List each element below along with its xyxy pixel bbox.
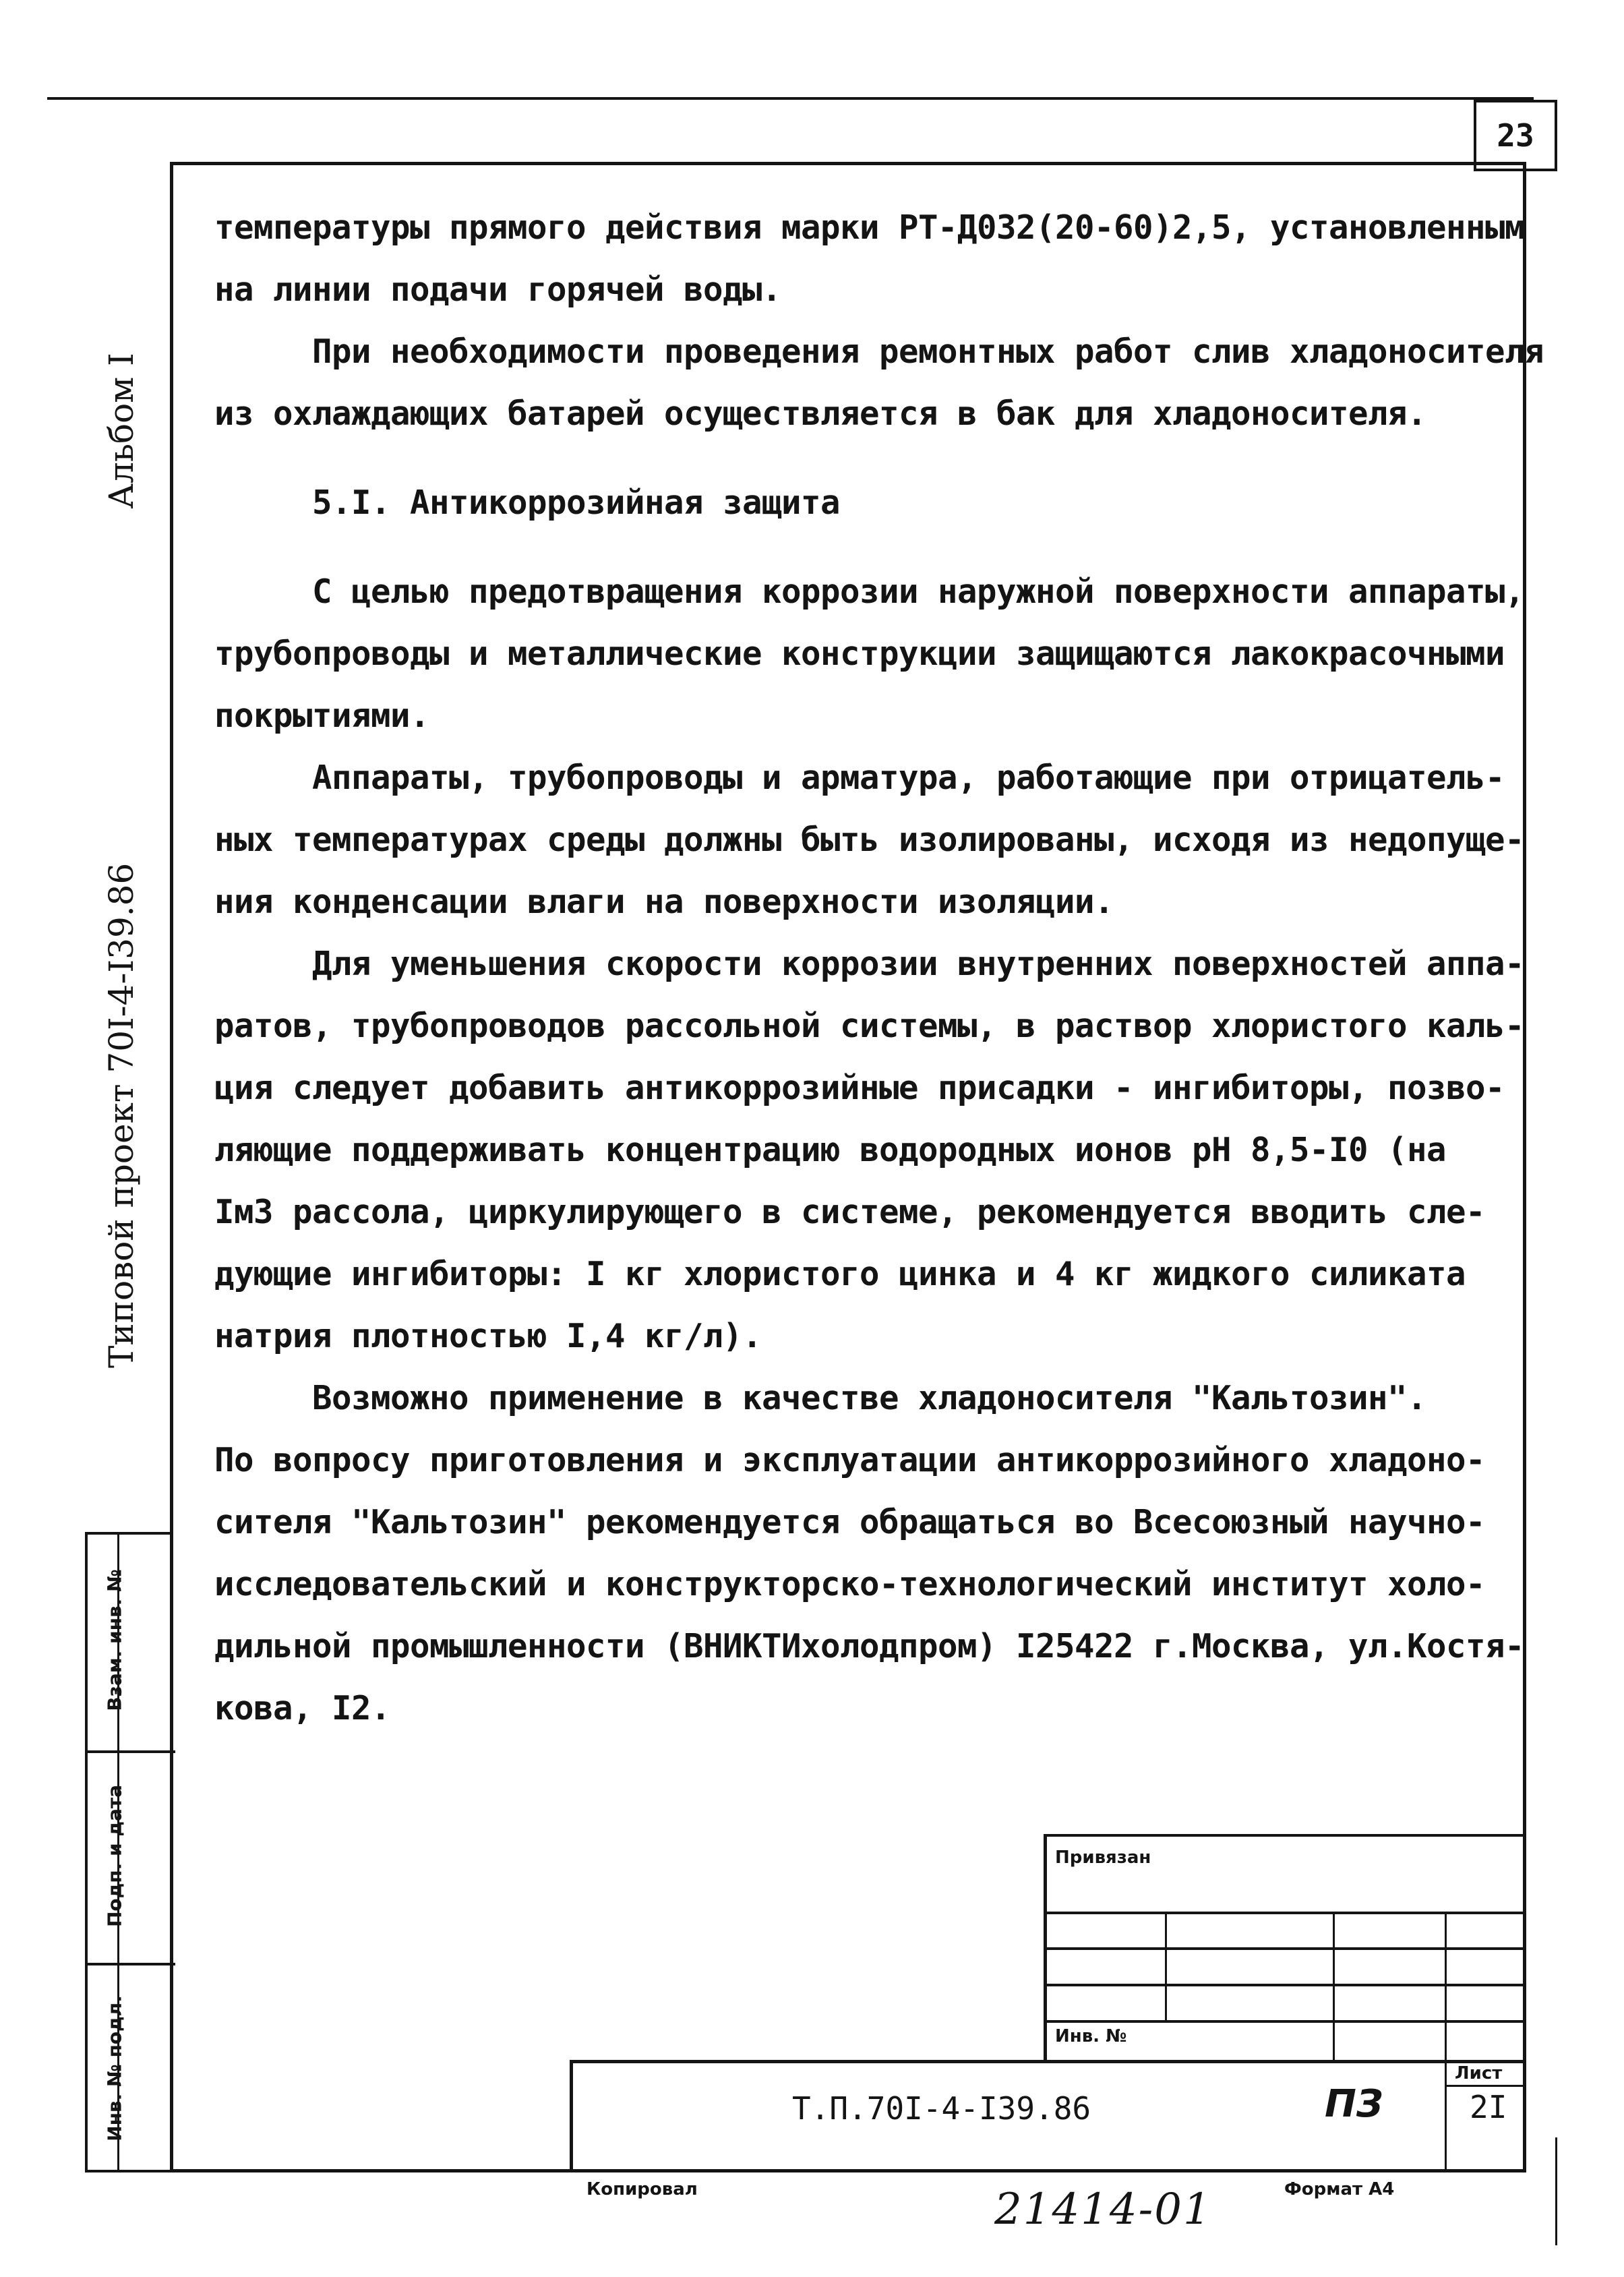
text-line: дующие ингибиторы: I кг хлористого цинка и 4 кг жидкого силиката xyxy=(214,1255,1466,1293)
document-type: ПЗ xyxy=(1325,2082,1383,2126)
text-line: Для уменьшения скорости коррозии внутренних поверхностей аппа- xyxy=(312,945,1525,983)
page-number: 23 xyxy=(1474,100,1557,171)
replacement-inv-label: Взам. инв. № xyxy=(103,1569,126,1711)
project-caption: Типовой проект 70I-4-I39.86 xyxy=(102,862,141,1368)
sheet-label: Лист xyxy=(1455,2063,1503,2083)
document-body xyxy=(214,197,1544,1740)
sheet-number: 2I xyxy=(1470,2089,1507,2125)
text-line: исследовательский и конструкторско-технологический институт холо- xyxy=(214,1565,1486,1603)
text-line: трубопроводы и металлические конструкции защищаются лакокрасочными xyxy=(214,634,1505,673)
text-line: на линии подачи горячей воды. xyxy=(214,270,782,309)
text-line: дильной промышленности (ВНИКТИхолодпром) I25422 г.Москва, ул.Костя- xyxy=(214,1627,1525,1665)
text-line: Возможно применение в качестве хладоносителя "Кальтозин". xyxy=(312,1379,1427,1417)
attached-label: Привязан xyxy=(1055,1847,1151,1868)
copied-label: Копировал xyxy=(587,2179,698,2199)
side-stamp-divider xyxy=(88,1750,175,1753)
album-caption: Альбом I xyxy=(102,353,141,509)
text-line: натрия плотностью I,4 кг/л). xyxy=(214,1317,762,1355)
text-line: IмЗ рассола, циркулирующего в системе, рекомендуется вводить сле- xyxy=(214,1193,1486,1231)
text-line: ных температурах среды должны быть изолированы, исходя из недопуще- xyxy=(214,821,1525,859)
text-line: С целью предотвращения коррозии наружной поверхности аппараты, xyxy=(312,572,1525,611)
side-stamp-divider xyxy=(88,1963,175,1965)
handwritten-number: 21414-01 xyxy=(994,2185,1212,2235)
text-line: ратов, трубопроводов рассольной системы, в раствор хлористого каль- xyxy=(214,1007,1525,1045)
text-line: По вопросу приготовления и эксплуатации антикоррозийного хладоно- xyxy=(214,1441,1486,1479)
text-line: кова, I2. xyxy=(214,1689,391,1727)
inv-label: Инв. № xyxy=(1055,2026,1127,2046)
text-line: покрытиями. xyxy=(214,697,430,735)
text-line: Аппараты, трубопроводы и арматура, работающие при отрицатель- xyxy=(312,759,1505,797)
section-heading: 5.I. Антикоррозийная защита xyxy=(312,483,841,522)
side-stamp xyxy=(85,1532,173,2172)
signature-date-label: Подп. и дата xyxy=(103,1785,126,1928)
text-line: из охлаждающих батарей осуществляется в бак для хладоносителя. xyxy=(214,394,1427,433)
text-line: ния конденсации влаги на поверхности изоляции. xyxy=(214,883,1114,921)
text-line: ляющие поддерживать концентрацию водородных ионов рН 8,5-I0 (на xyxy=(214,1131,1447,1169)
text-line: сителя "Кальтозин" рекомендуется обращаться во Всесоюзный научно- xyxy=(214,1503,1486,1541)
top-rule xyxy=(47,97,1534,100)
format-label: Формат А4 xyxy=(1284,2179,1395,2199)
edge-mark xyxy=(1555,2137,1557,2245)
document-code: Т.П.70I-4-I39.86 xyxy=(792,2090,1091,2127)
text-line: температуры прямого действия марки РТ-Д032(20-60)2,5, установленным xyxy=(214,208,1525,247)
text-line: ция следует добавить антикоррозийные присадки - ингибиторы, позво- xyxy=(214,1069,1505,1107)
text-line: При необходимости проведения ремонтных работ слив хладоносителя xyxy=(312,332,1544,371)
original-inv-label: Инв. № подл. xyxy=(103,1995,126,2141)
